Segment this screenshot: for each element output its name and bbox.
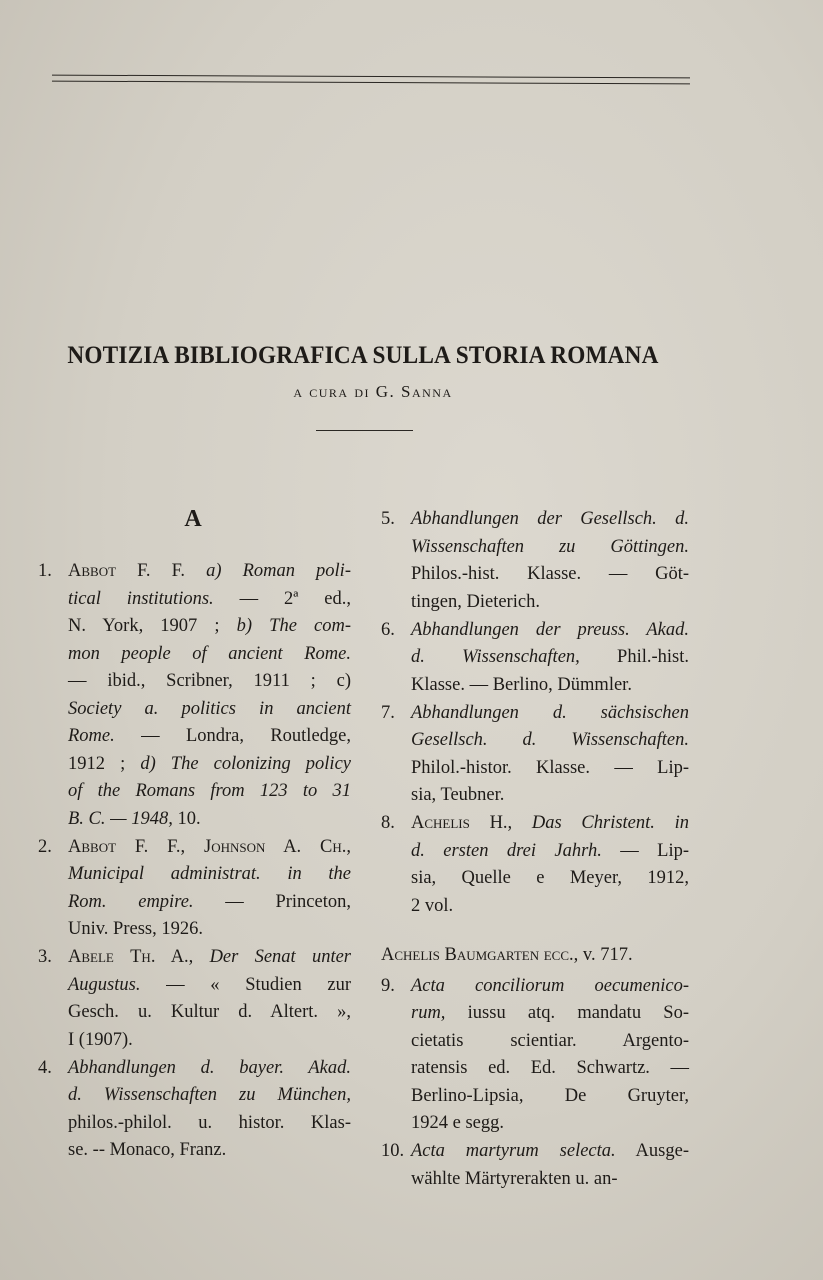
italic-title-text: Abhandlungen d. sächsischen <box>411 702 689 723</box>
entry-line <box>68 696 351 724</box>
entry-line <box>411 644 689 672</box>
italic-title-text: Abhandlungen der preuss. Akad. <box>411 619 689 640</box>
entry-number: 10. <box>381 1141 405 1161</box>
entry-text: wählte Märtyrerakten u. an- <box>411 1168 618 1189</box>
entry-line <box>411 617 689 645</box>
entry-text: — « Studien zur <box>140 974 351 995</box>
author-name: Achelis Baumgarten ecc. <box>381 945 574 965</box>
entry-line <box>68 613 351 641</box>
entry-text: Berlino-Lipsia, De Gruyter, <box>411 1085 689 1106</box>
entry-line <box>411 1166 689 1194</box>
bibliography-entry <box>381 973 689 1138</box>
bibliography-entry <box>381 1138 689 1193</box>
entry-text: — Princeton, <box>193 891 351 912</box>
italic-title-text: d. Wissenschaften, <box>411 647 580 667</box>
entry-text: — Londra, Routledge, <box>114 726 351 746</box>
entry-line <box>411 700 689 728</box>
entry-line <box>68 641 351 669</box>
entry-text <box>114 947 130 967</box>
entry-number: 7. <box>381 702 395 723</box>
bibliography-entry <box>381 942 689 970</box>
italic-title-text: Rom. empire. <box>68 891 194 912</box>
entry-text: ratensis ed. Ed. Schwartz. — <box>411 1058 689 1078</box>
entry-text: H., <box>469 813 532 833</box>
entry-text: I (1907). <box>68 1029 133 1050</box>
entry-text: , <box>346 836 351 857</box>
entry-text: philos.-philol. u. histor. Klas- <box>68 1112 351 1133</box>
entry-text: F. F., <box>116 836 205 857</box>
entry-line <box>68 889 351 917</box>
bibliography-entry <box>381 810 689 920</box>
entry-line <box>411 1000 689 1028</box>
top-double-rule <box>52 75 690 85</box>
entry-text: N. York, 1907 ; <box>68 616 237 636</box>
bibliography-entry <box>38 1055 351 1165</box>
entry-text: 1924 e segg. <box>411 1113 504 1133</box>
entry-line <box>411 589 689 617</box>
italic-title-text: Municipal administrat. in the <box>68 864 351 884</box>
italic-title-text: Rome. <box>68 726 115 746</box>
entry-number: 1. <box>38 561 52 581</box>
bibliography-entry <box>381 617 689 700</box>
italic-title-text: Acta conciliorum oecumenico- <box>411 975 689 996</box>
entry-text: Ausge- <box>615 1141 689 1161</box>
entry-text: F. F. <box>116 561 207 581</box>
entry-line <box>68 806 351 834</box>
entry-text: Univ. Press, 1926. <box>68 919 203 939</box>
entry-text: Gesch. u. Kultur d. Altert. », <box>68 1002 351 1022</box>
entry-text: Klasse. — Berlino, Dümmler. <box>411 674 632 695</box>
entry-text: 1912 ; <box>68 753 141 774</box>
entry-number: 6. <box>381 619 395 640</box>
entry-text: — ibid., Scribner, 1911 ; c) <box>68 671 351 691</box>
entry-line <box>68 1027 351 1055</box>
entry-line <box>411 672 689 700</box>
italic-title-text: Gesellsch. d. Wissenschaften. <box>411 730 689 750</box>
entry-line <box>411 1028 689 1056</box>
entry-text: — Lip- <box>601 840 689 861</box>
entry-text: A. <box>265 836 321 857</box>
entry-line <box>68 972 351 1000</box>
italic-title-text: Das Christent. in <box>531 813 689 833</box>
entry-text: se. -- Monaco, Franz. <box>68 1140 227 1160</box>
entry-line <box>411 973 689 1001</box>
page-subtitle: a cura di G. Sanna <box>293 382 453 401</box>
entry-text: 10. <box>172 808 201 829</box>
entry-line <box>68 1110 351 1138</box>
entry-line <box>68 723 351 751</box>
italic-title-text: d. ersten drei Jahrh. <box>411 840 602 861</box>
entry-line <box>411 755 689 783</box>
entry-line <box>411 727 689 755</box>
italic-title-text: b) The com- <box>236 616 351 636</box>
entry-line <box>68 668 351 696</box>
entry-text: tingen, Dieterich. <box>411 591 540 612</box>
author-name: Abele <box>68 947 114 967</box>
entry-text: 2 vol. <box>411 895 454 916</box>
italic-title-text: Wissenschaften zu Göttingen. <box>411 536 689 557</box>
entry-text: sia, Quelle e Meyer, 1912, <box>411 868 689 888</box>
italic-title-text: Der Senat unter <box>209 947 351 967</box>
entry-line <box>411 1138 689 1166</box>
author-name: Th. <box>130 947 156 967</box>
entry-line <box>411 782 689 810</box>
entry-line <box>68 1082 351 1110</box>
entry-number: 9. <box>381 975 395 996</box>
entry-text: , v. 717. <box>573 945 633 965</box>
italic-title-text: d. Wissenschaften zu München, <box>68 1085 351 1105</box>
author-name: Abbot <box>68 836 117 857</box>
author-name: Achelis <box>411 813 470 833</box>
entry-line <box>411 1083 689 1111</box>
italic-title-text: tical institutions. <box>68 588 214 609</box>
title-divider <box>316 430 413 431</box>
entry-line <box>381 942 689 970</box>
entry-text: iussu atq. mandatu So- <box>445 1003 689 1023</box>
entry-line <box>68 916 351 944</box>
section-letter: A <box>184 506 202 532</box>
italic-title-text: mon people of ancient Rome. <box>68 643 351 664</box>
entry-line <box>68 558 351 586</box>
italic-title-text: a) Roman poli- <box>206 561 351 581</box>
entry-line <box>68 999 351 1027</box>
entry-line <box>68 944 351 972</box>
entry-line <box>411 810 689 838</box>
italic-title-text: B. C. — 1948, <box>68 808 173 829</box>
entry-number: 3. <box>38 947 52 967</box>
author-name: Abbot <box>68 561 117 581</box>
author-name: Johnson <box>204 836 266 857</box>
bibliography-entry <box>381 700 689 810</box>
entry-text: A., <box>155 947 210 967</box>
italic-title-text: d) The colonizing policy <box>140 753 351 774</box>
entry-number: 8. <box>381 813 395 833</box>
bibliography-entry <box>38 944 351 1054</box>
entry-text: Philos.-hist. Klasse. — Göt- <box>411 564 689 584</box>
entry-number: 2. <box>38 836 52 857</box>
entry-text: Phil.-hist. <box>579 647 689 667</box>
bibliography-entry <box>381 506 689 616</box>
entry-line <box>68 778 351 806</box>
entry-text: cietatis scientiar. Argento- <box>411 1030 689 1051</box>
italic-title-text: Abhandlungen d. bayer. Akad. <box>68 1057 351 1078</box>
italic-title-text: rum, <box>411 1003 446 1023</box>
page-title: NOTIZIA BIBLIOGRAFICA SULLA STORIA ROMANA <box>67 342 659 369</box>
bibliography-entry <box>38 834 351 944</box>
entry-line <box>68 751 351 779</box>
entry-text: Philol.-histor. Klasse. — Lip- <box>411 757 689 778</box>
bibliography-column-left <box>38 558 351 1165</box>
italic-title-text: Augustus. <box>68 974 141 995</box>
entry-line <box>411 561 689 589</box>
entry-number: 5. <box>381 509 395 529</box>
entry-text: — 2ª ed., <box>213 588 351 609</box>
entry-line <box>68 1137 351 1165</box>
bibliography-column-right <box>381 506 689 1194</box>
italic-title-text: Society a. politics in ancient <box>68 698 351 719</box>
italic-title-text: Abhandlungen der Gesellsch. d. <box>411 509 689 529</box>
entry-line <box>411 865 689 893</box>
entry-line <box>68 861 351 889</box>
entry-line <box>411 1055 689 1083</box>
italic-title-text: Acta martyrum selecta. <box>411 1141 616 1161</box>
entry-line <box>411 838 689 866</box>
entry-number: 4. <box>38 1057 52 1078</box>
bibliography-entry <box>38 558 351 833</box>
entry-line <box>411 506 689 534</box>
author-name: Ch. <box>320 836 347 857</box>
entry-line <box>68 834 351 862</box>
entry-line <box>68 1055 351 1083</box>
entry-line <box>411 534 689 562</box>
entry-text: sia, Teubner. <box>411 785 505 805</box>
entry-line <box>411 893 689 921</box>
entry-line <box>411 1110 689 1138</box>
italic-title-text: of the Romans from 123 to 31 <box>68 781 351 801</box>
entry-line <box>68 586 351 614</box>
